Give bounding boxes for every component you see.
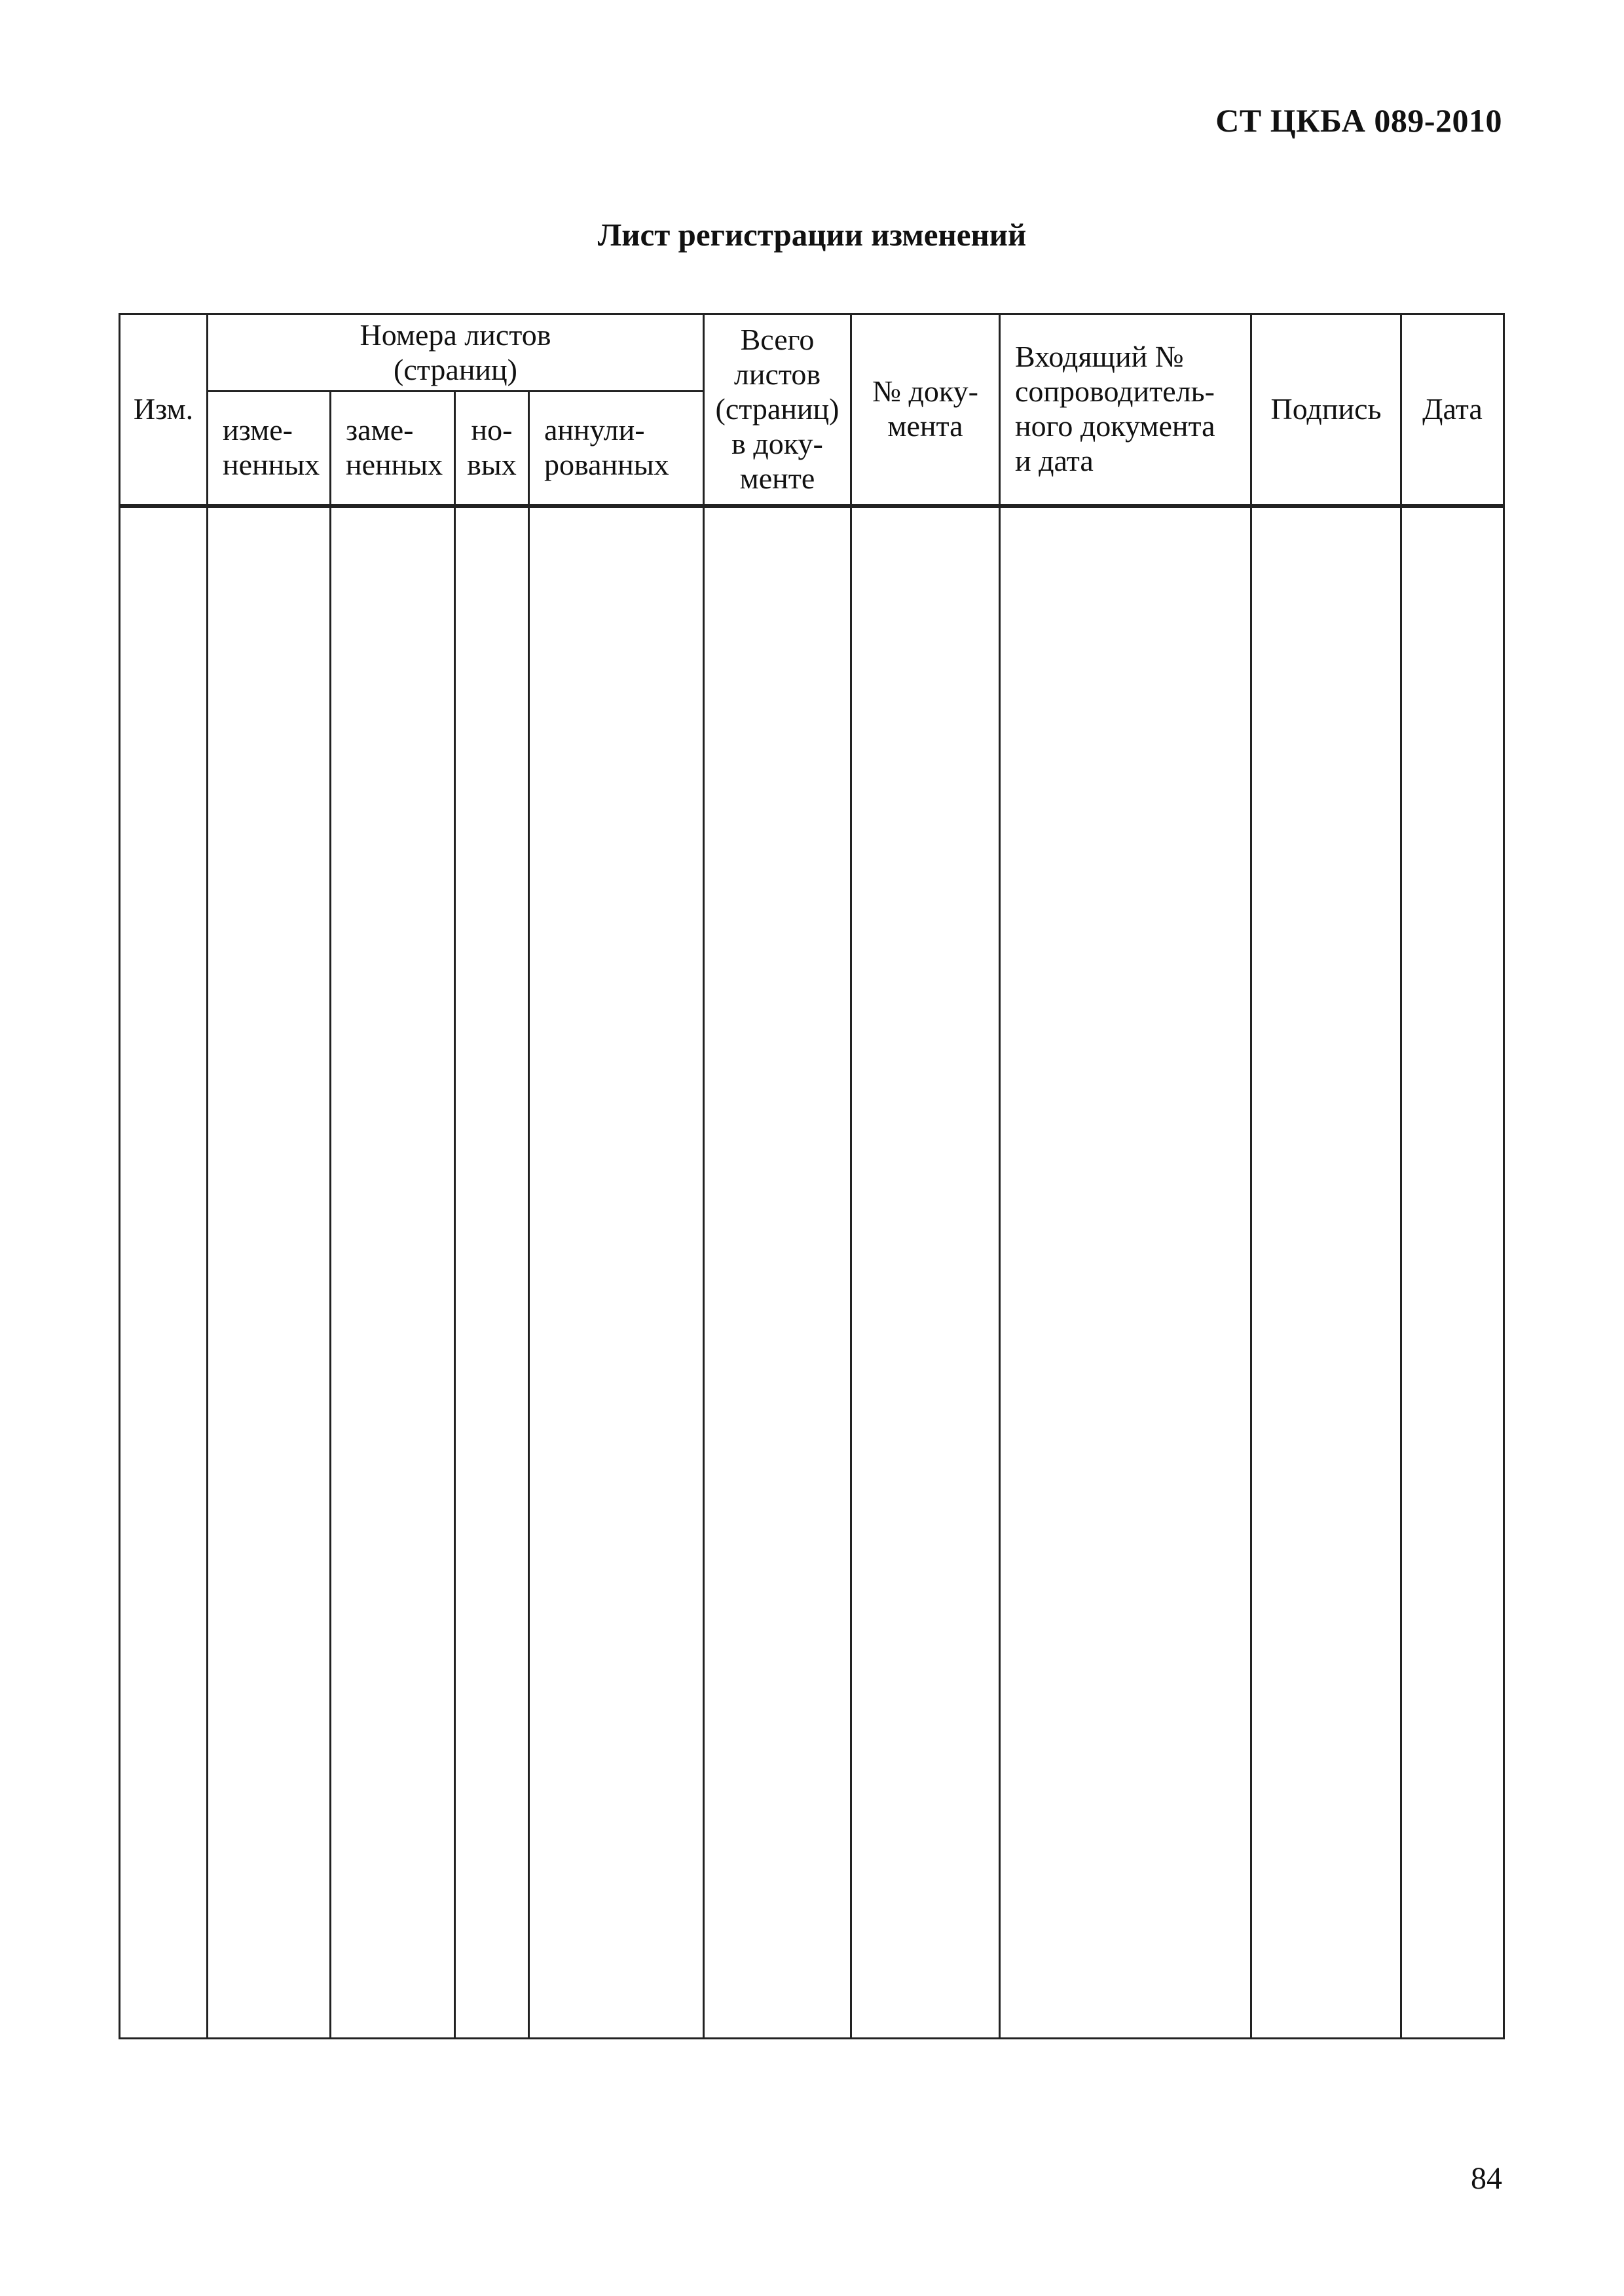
- header-docnum-line-2: мента: [887, 409, 963, 443]
- page-title: Лист регистрации изменений: [597, 217, 1027, 253]
- cell-document-number: [851, 506, 1000, 2039]
- change-registration-table: [119, 313, 1505, 2039]
- header-docnum-line-1: № доку-: [872, 374, 978, 409]
- cell-replaced: [331, 506, 455, 2039]
- header-total-line-2: листов: [733, 357, 821, 391]
- header-incoming-line-3: ного документа: [1015, 409, 1215, 443]
- header-incoming-line-4: и дата: [1015, 444, 1094, 478]
- header-changed-line-1: изме-: [223, 413, 293, 447]
- cell-changed: [208, 506, 331, 2039]
- header-sheet-numbers-line-2: (страниц): [394, 352, 517, 386]
- header-document-number: [851, 314, 1000, 506]
- cell-total-sheets: [704, 506, 851, 2039]
- header-row-1: [120, 314, 1504, 392]
- header-total-sheets: [704, 314, 851, 506]
- page-number: 84: [1471, 2161, 1502, 2196]
- header-replaced-line-2: ненных: [346, 448, 443, 482]
- header-date: Дата: [1401, 314, 1504, 506]
- header-incoming-line-2: сопроводитель-: [1015, 374, 1215, 409]
- cell-izm: [120, 506, 208, 2039]
- cell-date: [1401, 506, 1504, 2039]
- header-signature: Подпись: [1251, 314, 1401, 506]
- cell-signature: [1251, 506, 1401, 2039]
- cell-new: [455, 506, 529, 2039]
- header-annulled-line-2: рованных: [544, 448, 669, 482]
- header-total-line-3: (страниц): [715, 392, 840, 426]
- header-total-line-4: в доку-: [731, 426, 823, 460]
- header-incoming-document: [1000, 314, 1251, 506]
- header-annulled: [529, 392, 704, 506]
- header-changed: [208, 392, 331, 506]
- header-changed-line-2: ненных: [223, 448, 320, 482]
- header-sheet-numbers-line-1: Номера листов: [360, 318, 551, 352]
- header-izm: Изм.: [120, 314, 208, 506]
- header-new: [455, 392, 529, 506]
- header-new-line-2: вых: [467, 448, 517, 482]
- cell-annulled: [529, 506, 704, 2039]
- header-replaced: [331, 392, 455, 506]
- table-row: [120, 506, 1504, 2039]
- header-new-line-1: но-: [471, 413, 513, 447]
- header-total-line-1: Всего: [740, 323, 815, 357]
- document-code: СТ ЦКБА 089-2010: [1215, 102, 1502, 139]
- cell-incoming-document: [1000, 506, 1251, 2039]
- header-incoming-line-1: Входящий №: [1015, 340, 1184, 374]
- header-total-line-5: менте: [739, 461, 815, 495]
- header-replaced-line-1: заме-: [346, 413, 414, 447]
- header-sheet-numbers: [208, 314, 704, 392]
- header-annulled-line-1: аннули-: [544, 413, 645, 447]
